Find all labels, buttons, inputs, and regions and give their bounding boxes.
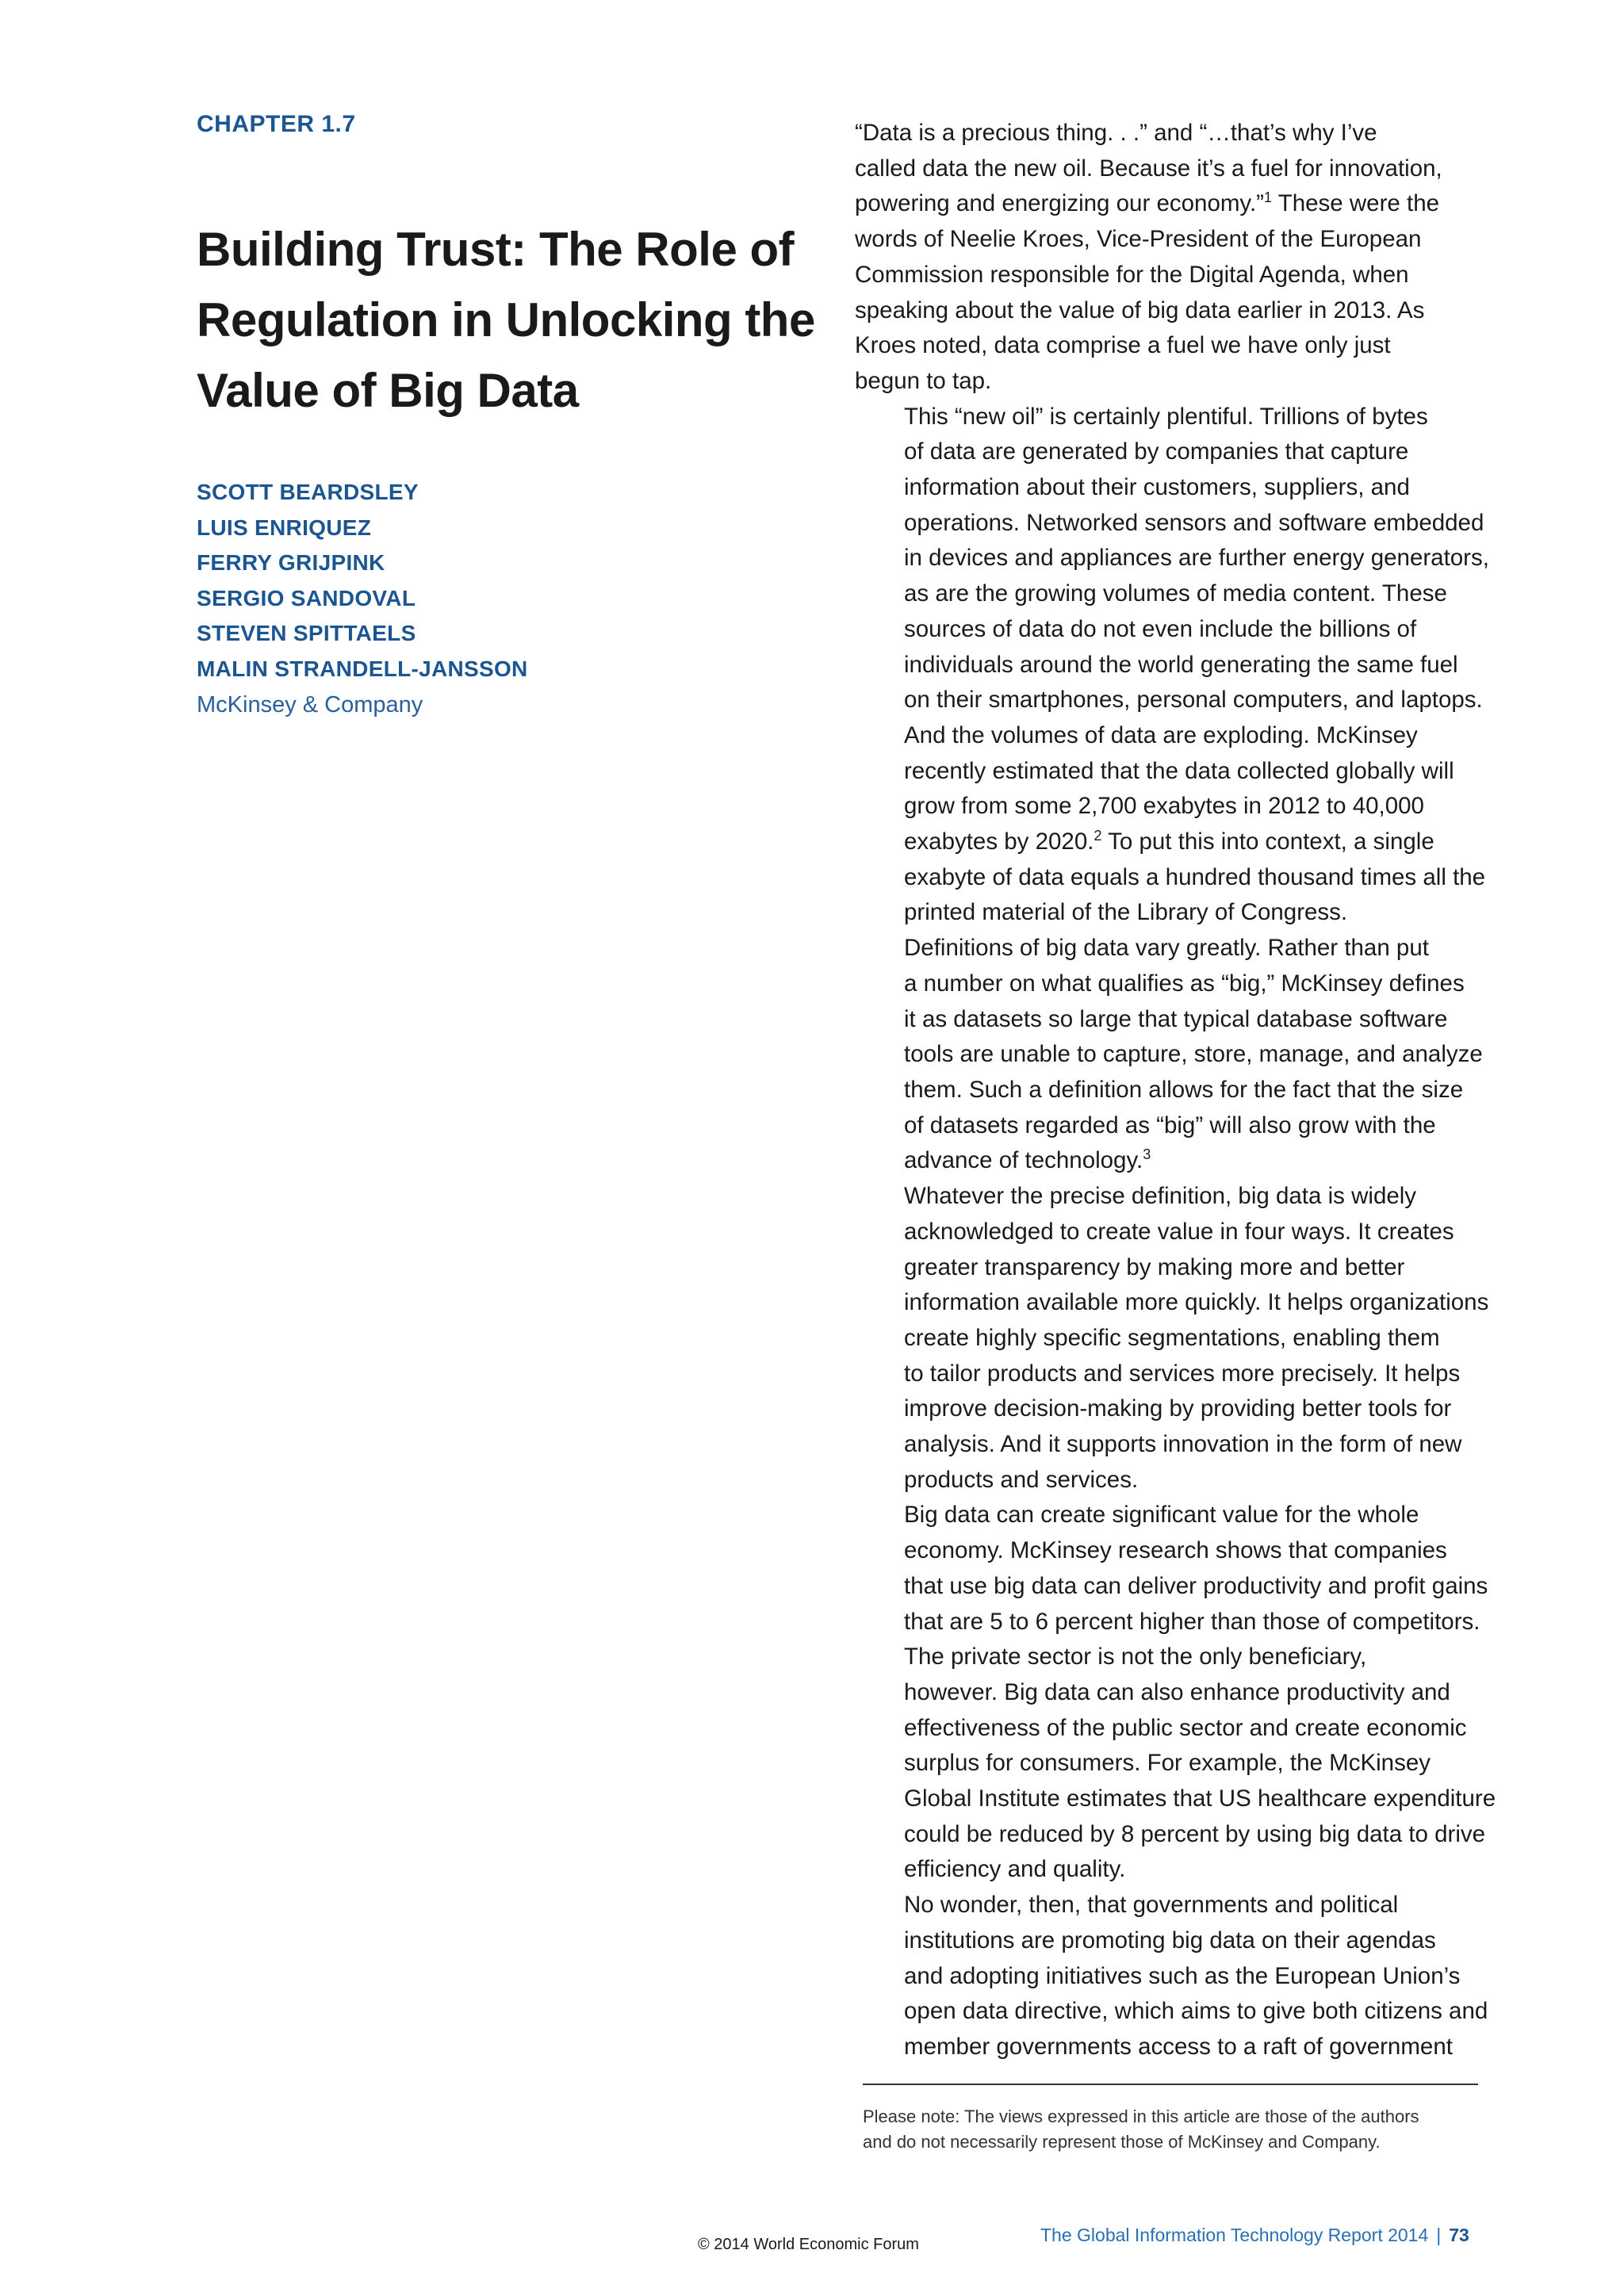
text-line: exabytes by 2020.$^2$ To put this into context, a single	[904, 828, 1434, 855]
footer-separator: |	[1436, 2225, 1442, 2245]
body-paragraph	[855, 400, 1489, 932]
body-paragraph	[855, 1498, 1496, 1888]
text-line: individuals around the world generating the same fuel	[904, 651, 1458, 678]
text-line: grow from some 2,700 exabytes in 2012 to 40,000	[904, 793, 1424, 820]
note-line: and do not necessarily represent those of McKinsey and Company.	[863, 2132, 1381, 2152]
text-line: effectiveness of the public sector and create economic	[904, 1714, 1467, 1741]
text-line: Commission responsible for the Digital Agenda, when	[855, 261, 1409, 288]
text-line: could be reduced by 8 percent by using big data to drive	[904, 1820, 1486, 1847]
text-line: Kroes noted, data comprise a fuel we have only just	[855, 332, 1391, 359]
text-line: of datasets regarded as “big” will also grow with the	[904, 1112, 1436, 1138]
text-line: and adopting initiatives such as the European Union’s	[904, 1962, 1461, 1989]
text-line: surplus for consumers. For example, the McKinsey	[904, 1750, 1431, 1777]
author-name: STEVEN SPITTAELS	[197, 621, 416, 646]
body-paragraph	[855, 1179, 1489, 1498]
author-name: MALIN STRANDELL-JANSSON	[197, 656, 528, 681]
text-line: that are 5 to 6 percent higher than those of competitors.	[904, 1608, 1480, 1635]
text-line: speaking about the value of big data earlier in 2013. As	[855, 297, 1425, 323]
text-line: analysis. And it supports innovation in the form of new	[904, 1431, 1462, 1458]
disclaimer-note	[863, 2104, 1497, 2155]
text-line: And the volumes of data are exploding. McKinsey	[904, 721, 1418, 748]
text-line: it as datasets so large that typical database software	[904, 1005, 1448, 1032]
report-title: The Global Information Technology Report 2014	[1040, 2225, 1429, 2245]
text-line: information about their customers, suppliers, and	[904, 474, 1410, 501]
text-line: them. Such a definition allows for the fact that the size	[904, 1076, 1464, 1103]
title-line: Building Trust: The Role of	[197, 223, 795, 276]
page-footer	[1040, 2225, 1469, 2246]
text-line: Whatever the precise definition, big data is widely	[904, 1183, 1417, 1210]
text-line: exabyte of data equals a hundred thousand times all the	[904, 863, 1486, 890]
text-line: Global Institute estimates that US healthcare expenditure	[904, 1785, 1496, 1812]
chapter-title	[197, 214, 831, 426]
footnote-marker: 1	[1264, 189, 1273, 206]
author-name: SCOTT BEARDSLEY	[197, 480, 419, 504]
text-line: printed material of the Library of Congress.	[904, 899, 1348, 926]
text-line: products and services.	[904, 1466, 1139, 1493]
text-line: economy. McKinsey research shows that companies	[904, 1537, 1447, 1564]
author-name: SERGIO SANDOVAL	[197, 585, 416, 610]
text-line: greater transparency by making more and better	[904, 1253, 1405, 1280]
author-name: LUIS ENRIQUEZ	[197, 515, 372, 540]
chapter-header	[197, 111, 831, 722]
text-line: on their smartphones, personal computers, and laptops.	[904, 687, 1483, 714]
footnote-marker: 2	[1094, 828, 1102, 844]
text-line: Definitions of big data vary greatly. Rather than put	[904, 935, 1429, 962]
author-affiliation: McKinsey & Company	[197, 691, 423, 718]
text-line: advance of technology.$^3$	[904, 1146, 1151, 1174]
text-line: acknowledged to create value in four ways. It creates	[904, 1218, 1454, 1245]
text-line: create highly specific segmentations, enabling them	[904, 1324, 1440, 1351]
text-line: member governments access to a raft of government	[904, 2033, 1453, 2060]
text-line: however. Big data can also enhance productivity and	[904, 1678, 1450, 1705]
text-line: improve decision-making by providing better tools for	[904, 1395, 1452, 1422]
text-line: This “new oil” is certainly plentiful. Trillions of bytes	[904, 403, 1428, 430]
page-number: 73	[1449, 2225, 1469, 2245]
text-line: begun to tap.	[855, 367, 992, 394]
author-list	[197, 475, 831, 722]
text-line: in devices and appliances are further energy generators,	[904, 545, 1489, 572]
text-line: that use big data can deliver productivity and profit gains	[904, 1572, 1488, 1599]
body-paragraph	[855, 1888, 1489, 2065]
text-line: No wonder, then, that governments and political	[904, 1892, 1399, 1919]
text-line: operations. Networked sensors and software embedded	[904, 509, 1484, 536]
text-line: information available more quickly. It helps organizations	[904, 1289, 1489, 1316]
text-line: as are the growing volumes of media content. These	[904, 580, 1447, 607]
title-line: Regulation in Unlocking the	[197, 293, 815, 346]
text-line: recently estimated that the data collected globally will	[904, 757, 1454, 784]
text-line: words of Neelie Kroes, Vice-President of the European	[855, 226, 1422, 253]
text-line: The private sector is not the only beneficiary,	[904, 1644, 1367, 1670]
body-paragraph	[855, 931, 1489, 1179]
text-line: tools are unable to capture, store, manage, and analyze	[904, 1041, 1483, 1068]
copyright-notice: © 2014 World Economic Forum	[698, 2236, 919, 2253]
text-line: sources of data do not even include the billions of	[904, 615, 1417, 642]
footnote-divider	[863, 2084, 1478, 2085]
text-line: called data the new oil. Because it’s a fuel for innovation,	[855, 155, 1442, 182]
chapter-label: CHAPTER 1.7	[197, 111, 356, 137]
body-text	[855, 116, 1496, 2065]
footnote-marker: 3	[1143, 1146, 1151, 1163]
author-name: FERRY GRIJPINK	[197, 550, 385, 576]
title-line: Value of Big Data	[197, 364, 579, 417]
text-line: institutions are promoting big data on their agendas	[904, 1927, 1436, 1954]
text-line: powering and energizing our economy.”$^1$ These were the	[855, 189, 1440, 217]
text-line: Big data can create significant value for the whole	[904, 1502, 1419, 1529]
text-line: a number on what qualifies as “big,” McKinsey defines	[904, 970, 1465, 997]
note-line: Please note: The views expressed in this article are those of the authors	[863, 2107, 1419, 2126]
text-line: open data directive, which aims to give both citizens and	[904, 1998, 1488, 2025]
text-line: “Data is a precious thing. . .” and “…that’s why I’ve	[855, 120, 1377, 146]
text-line: of data are generated by companies that capture	[904, 438, 1409, 465]
body-paragraph	[855, 116, 1489, 400]
text-line: to tailor products and services more precisely. It helps	[904, 1360, 1461, 1387]
text-line: efficiency and quality.	[904, 1856, 1126, 1883]
